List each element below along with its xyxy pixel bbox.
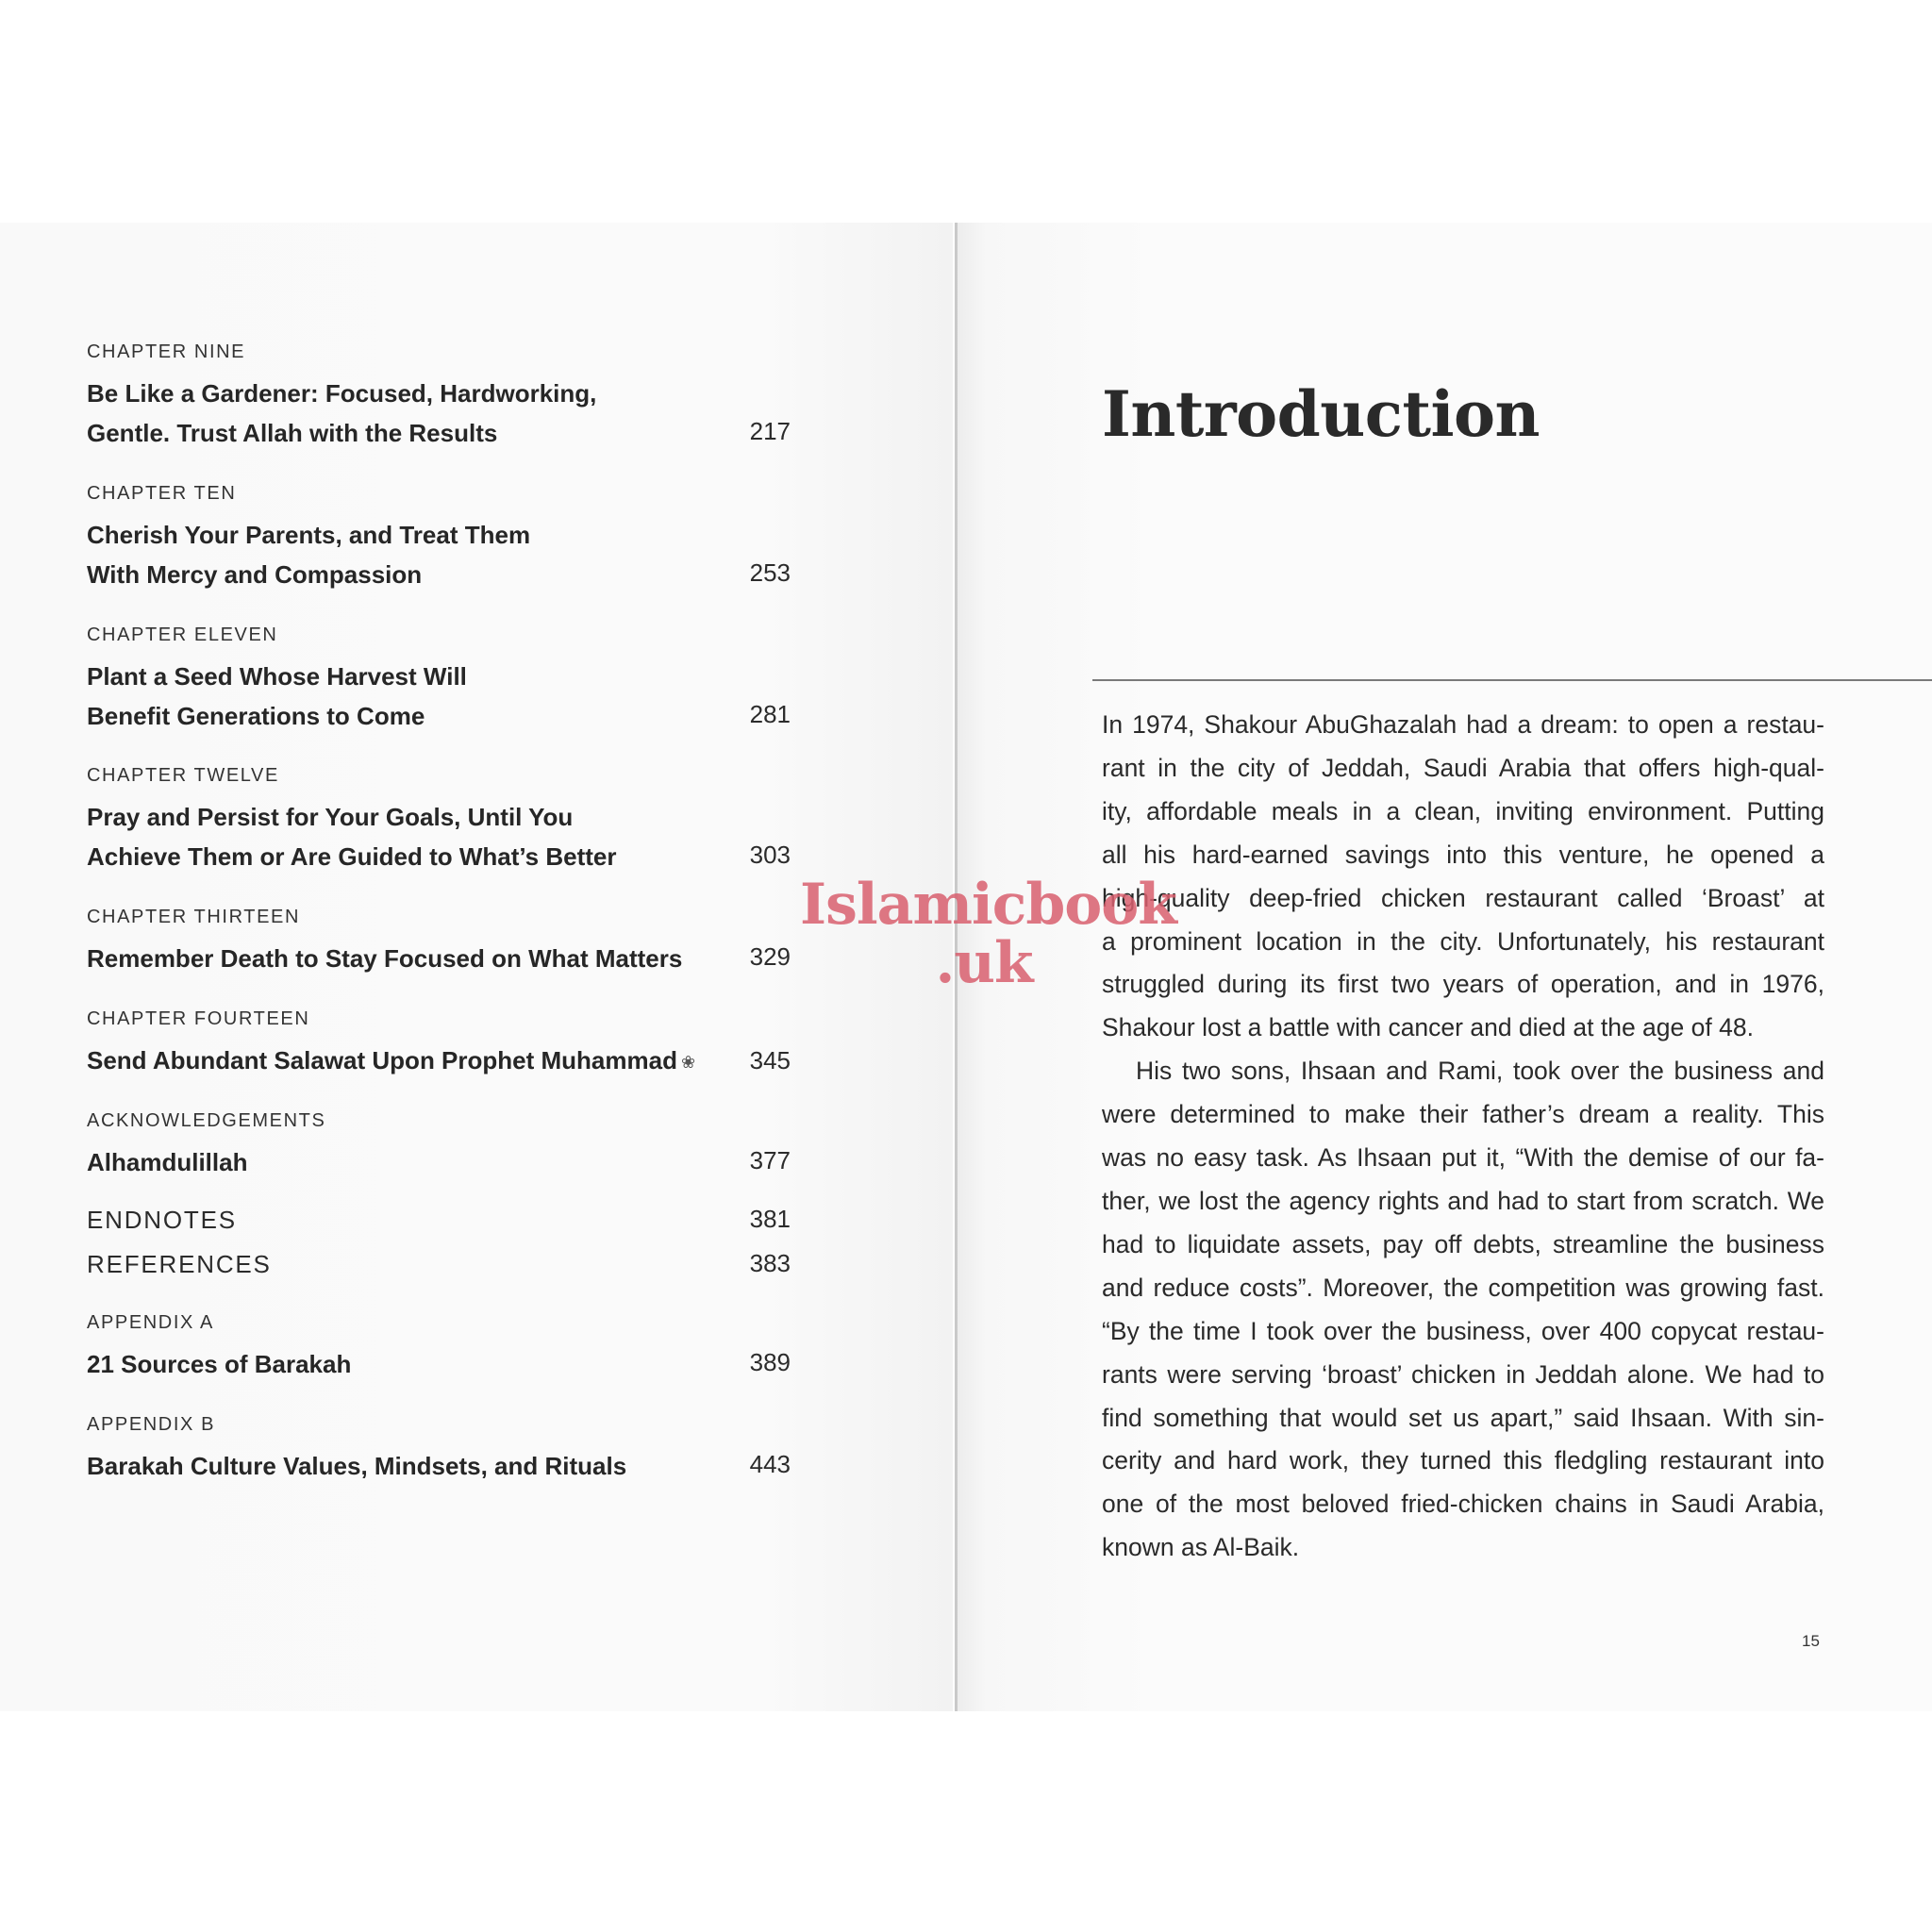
toc-chapter-label: CHAPTER NINE (87, 341, 246, 362)
toc-entry-chapter-twelve (87, 763, 791, 876)
toc-entry-acknowledgements (87, 1108, 791, 1182)
toc-title-line: 21 Sources of Barakah (87, 1350, 352, 1378)
toc-chapter-title (87, 939, 709, 978)
body-line: a prominent location in the city. Unfortunately, his restaurant (1102, 926, 1824, 956)
body-line: “By the time I took over the business, over 400 copycat restau- (1102, 1316, 1824, 1345)
toc-entry-chapter-nine (87, 340, 791, 453)
body-line: and reduce costs”. Moreover, the competition was growing fast. (1102, 1273, 1824, 1302)
toc-page-number: 329 (749, 942, 791, 971)
toc-chapter-label: CHAPTER TWELVE (87, 765, 279, 786)
toc-title-line: Benefit Generations to Come (87, 702, 425, 730)
heading-divider (1092, 679, 1932, 681)
body-line: Shakour lost a battle with cancer and died at the age of 48. (1102, 1013, 1754, 1042)
toc-entry-chapter-eleven (87, 623, 791, 736)
toc-title-line: Alhamdulillah (87, 1148, 248, 1176)
watermark (800, 872, 1176, 996)
body-line: His two sons, Ihsaan and Rami, took over the business and (1136, 1057, 1824, 1086)
body-line: known as Al-Baik. (1102, 1533, 1300, 1562)
toc-chapter-title (87, 374, 709, 453)
toc-title-line: Pray and Persist for Your Goals, Until You (87, 803, 574, 831)
toc-page-number: 253 (749, 558, 791, 587)
body-line: struggled during its first two years of operation, and in 1976, (1102, 970, 1824, 999)
toc-entry-appendix-b (87, 1412, 791, 1486)
toc-entry-chapter-ten (87, 481, 791, 594)
toc-entry-chapter-thirteen (87, 905, 791, 978)
introduction-heading: Introduction (1102, 377, 1541, 451)
toc-page-number: 377 (749, 1146, 791, 1174)
toc-chapter-label: CHAPTER TEN (87, 483, 237, 504)
toc-title-line: With Mercy and Compassion (87, 560, 423, 589)
toc-entry-references (87, 1245, 791, 1283)
body-line: find something that would set us apart,” said Ihsaan. With sin- (1102, 1403, 1824, 1432)
body-line: had to liquidate assets, pay off debts, streamline the business (1102, 1229, 1824, 1258)
toc-entry-chapter-fourteen (87, 1007, 791, 1082)
toc-title-line: Cherish Your Parents, and Treat Them (87, 521, 531, 549)
body-line: high-quality deep-fried chicken restaurant called ‘Broast’ at (1102, 883, 1824, 912)
watermark-line: .uk (935, 930, 1033, 996)
body-line: all his hard-earned savings into this venture, he opened a (1102, 840, 1824, 869)
watermark-line: Islamicbook (800, 872, 1176, 938)
toc-title-line: Achieve Them or Are Guided to What’s Better (87, 842, 617, 871)
toc-page-number: 383 (749, 1249, 791, 1277)
toc-chapter-title (87, 1142, 709, 1182)
toc-section-label: REFERENCES (87, 1250, 272, 1278)
body-line: ity, affordable meals in a clean, inviting environment. Putting (1102, 796, 1824, 825)
body-line: rant in the city of Jeddah, Saudi Arabia that offers high-qual- (1102, 753, 1824, 782)
toc-page-number: 345 (749, 1046, 791, 1075)
body-line: cerity and hard work, they turned this fledgling restaurant into (1102, 1446, 1824, 1475)
body-line: In 1974, Shakour AbuGhazalah had a dream: to open a restau- (1102, 710, 1824, 739)
introduction-body (1102, 704, 1824, 1570)
toc-title-line: Plant a Seed Whose Harvest Will (87, 662, 467, 691)
toc-entry-endnotes (87, 1201, 791, 1239)
toc-chapter-title (87, 797, 709, 876)
body-line: were determined to make their father’s dream a reality. This (1102, 1100, 1824, 1129)
toc-page-number: 281 (749, 700, 791, 728)
toc-page-number: 217 (749, 417, 791, 445)
body-line: rants were serving ‘broast’ chicken in Jeddah alone. We had to (1102, 1359, 1824, 1389)
toc-page-number: 443 (749, 1450, 791, 1478)
toc-page-number: 303 (749, 841, 791, 869)
toc-title-line: Remember Death to Stay Focused on What Matters (87, 944, 683, 973)
toc-chapter-label: ACKNOWLEDGEMENTS (87, 1110, 326, 1131)
toc-chapter-label: APPENDIX B (87, 1414, 216, 1435)
toc-page-number: 381 (749, 1205, 791, 1233)
body-line: one of the most beloved fried-chicken chains in Saudi Arabia, (1102, 1490, 1824, 1519)
toc-chapter-label: CHAPTER FOURTEEN (87, 1008, 310, 1029)
toc-title-line: Barakah Culture Values, Mindsets, and Rituals (87, 1452, 627, 1480)
toc-title-line: Send Abundant Salawat Upon Prophet Muhammad (87, 1046, 677, 1074)
toc-chapter-label: CHAPTER ELEVEN (87, 625, 278, 645)
toc-chapter-title (87, 657, 709, 736)
body-line: ther, we lost the agency rights and had to start from scratch. We (1102, 1186, 1824, 1215)
toc-entry-appendix-a (87, 1310, 791, 1384)
toc-section-label: ENDNOTES (87, 1206, 237, 1234)
toc-chapter-title (87, 1041, 709, 1082)
toc-chapter-label: CHAPTER THIRTEEN (87, 907, 301, 927)
toc-chapter-title (87, 1344, 709, 1384)
page-number: 15 (1802, 1632, 1820, 1650)
toc-title-line: Gentle. Trust Allah with the Results (87, 419, 498, 447)
toc-chapter-title (87, 515, 709, 594)
toc-chapter-label: APPENDIX A (87, 1312, 214, 1333)
body-line: was no easy task. As Ihsaan put it, “With the demise of our fa- (1102, 1143, 1824, 1173)
toc-chapter-title (87, 1446, 709, 1486)
toc-title-line: Be Like a Gardener: Focused, Hardworking, (87, 379, 597, 408)
toc-page-number: 389 (749, 1348, 791, 1376)
salawat-glyph-icon: ❀ (680, 1053, 696, 1073)
